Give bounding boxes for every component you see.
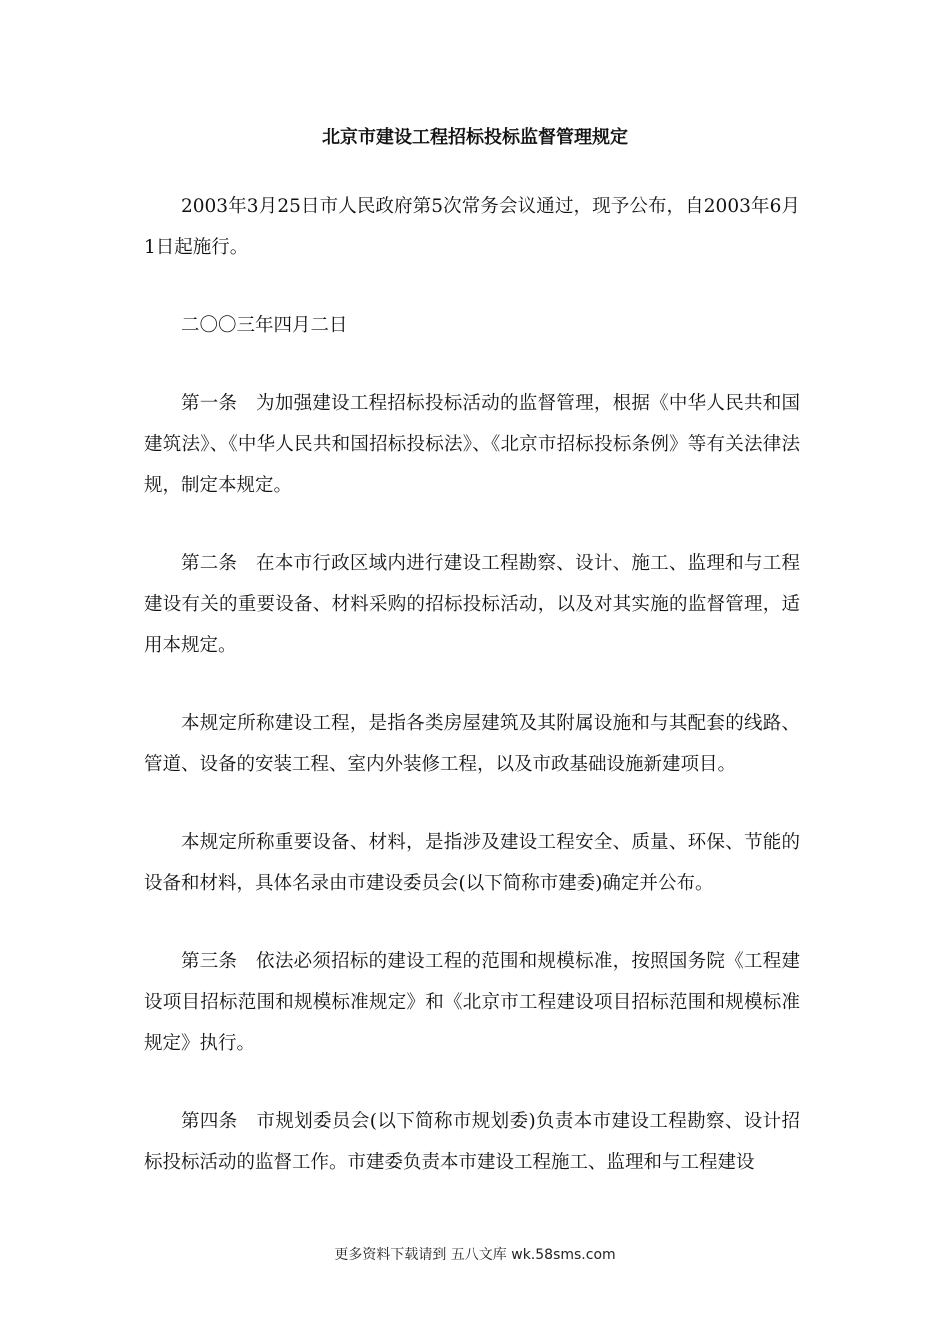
paragraph-article-3: 第三条 依法必须招标的建设工程的范围和规模标准，按照国务院《工程建设项目招标范围和规模标准规定》和《北京市工程建设项目招标范围和规模标准规定》执行。 (144, 951, 800, 1054)
document-body (144, 186, 800, 1220)
paragraph-article-2: 第二条 在本市行政区域内进行建设工程勘察、设计、施工、监理和与工程建设有关的重要设备、材料采购的招标投标活动，以及对其实施的监督管理，适用本规定。 (144, 553, 800, 656)
paragraph-date: 二〇〇三年四月二日 (181, 315, 348, 336)
paragraph-article-1: 第一条 为加强建设工程招标投标活动的监督管理，根据《中华人民共和国建筑法》、《中华人民共和国招标投标法》、《北京市招标投标条例》等有关法律法规，制定本规定。 (144, 393, 800, 496)
paragraph-article-4: 第四条 市规划委员会(以下简称市规划委)负责本市建设工程勘察、设计招标投标活动的监督工作。市建委负责本市建设工程施工、监理和与工程建设 (144, 1111, 800, 1173)
paragraph-definition-equipment: 本规定所称重要设备、材料，是指涉及建设工程安全、质量、环保、节能的设备和材料，具体名录由市建设委员会(以下简称市建委)确定并公布。 (144, 832, 800, 894)
paragraph-enactment: 2003年3月25日市人民政府第5次常务会议通过，现予公布，自2003年6月1日起施行。 (144, 196, 800, 258)
footer-download-note: 更多资料下载请到 五八文库 wk.58sms.com (334, 1247, 616, 1263)
paragraph-definition-construction: 本规定所称建设工程，是指各类房屋建筑及其附属设施和与其配套的线路、管道、设备的安装工程、室内外装修工程，以及市政基础设施新建项目。 (144, 713, 800, 775)
document-title: 北京市建设工程招标投标监督管理规定 (322, 127, 628, 148)
